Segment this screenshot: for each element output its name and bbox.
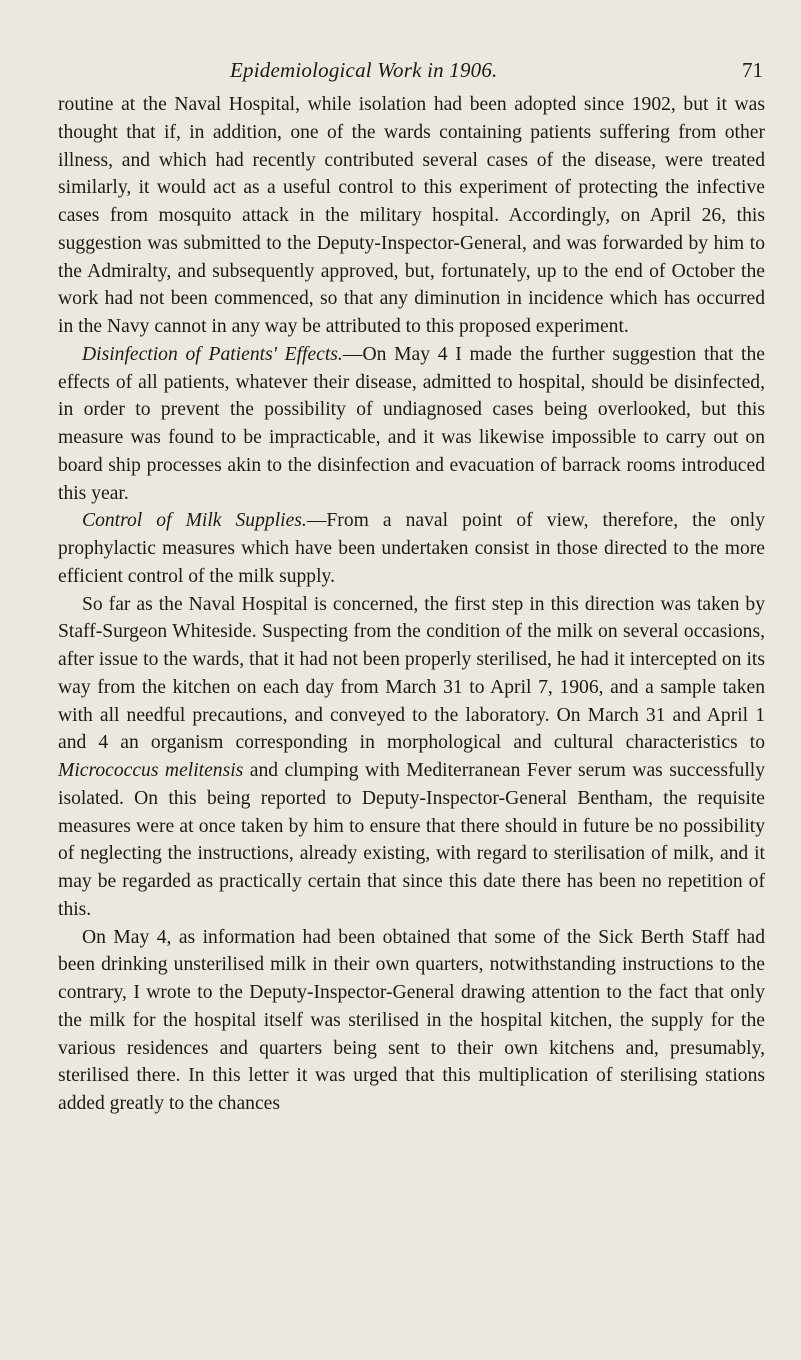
paragraph-disinfection: [58, 341, 765, 508]
paragraph-text: routine at the Naval Hospital, while isolation had been adopted since 1902, but it was thought that if, in addition, one of the wards containing patients suffering from other illness, and which had recently contributed several cases of the disease, were treated similarly, it would act as a useful control to this experiment of protecting the infective cases from mosquito attack in the military hospital. Accordingly, on April 26, this suggestion was submitted to the Deputy-Inspector-General, and was forwarded by him to the Admiralty, and subsequently approved, but, fortunately, up to the end of October the work had not been commenced, so that any diminution in incidence which has occurred in the Navy cannot in any way be attributed to this proposed experiment.: [58, 94, 765, 337]
paragraph-text: —On May 4 I made the further suggestion that the effects of all patients, whatever their disease, admitted to hospital, should be disinfected, in order to prevent the possibility of undiagnosed cases being overlooked, but this measure was found to be impracticable, and it was likewise impossible to carry out on board ship processes akin to the disinfection and evacuation of barrack rooms introduced this year.: [58, 343, 765, 504]
paragraph-text-after: and clumping with Mediterranean Fever serum was successfully isolated. On this being reported to Deputy-Inspector-General Bentham, the requisite measures were at once taken by him to ensure that there should in future be no possibility of neglecting the instructions, already existing, with regard to sterilisation of milk, and it may be regarded as practically certain that since this date there has been no repetition of this.: [58, 760, 766, 920]
paragraph-text: On May 4, as information had been obtained that some of the Sick Berth Staff had been drinking unsterilised milk in their own quarters, notwithstanding instructions to the contrary, I wrote to the Deputy-Inspector-General drawing attention to the fact that only the milk for the hospital itself was sterilised in the hospital kitchen, the supply for the various residences and quarters being sent to their own kitchens and, presumably, sterilised there. In this letter it was urged that this multiplication of sterilising stations added greatly to the chances: [58, 926, 765, 1114]
page-number: 71: [742, 58, 763, 82]
section-heading-disinfection: Disinfection of Patients' Effects.: [82, 343, 343, 365]
paragraph-milk-control: [58, 507, 765, 590]
paragraph-sick-berth-staff: [58, 924, 765, 1118]
running-head-title: Epidemiological Work in 1906.: [230, 58, 498, 82]
paragraph-continuation: [58, 91, 765, 341]
section-heading-milk-supplies: Control of Milk Supplies.: [82, 510, 307, 532]
body-text: [58, 91, 765, 1118]
running-head: [58, 58, 765, 88]
species-name: Micrococcus melitensis: [58, 760, 244, 781]
paragraph-naval-hospital: [58, 591, 765, 924]
paragraph-text: —From a naval point of view, therefore, the only prophylactic measures which have been undertaken consist in those directed to the more efficient control of the milk supply.: [58, 510, 765, 587]
paragraph-text-before: So far as the Naval Hospital is concerned, the first step in this direction was taken by Staff-Surgeon Whiteside. Suspecting from the condition of the milk on several occasions, after issue to the wards, that it had not been properly sterilised, he had it intercepted on its way from the kitchen on each day from March 31 to April 7, 1906, and a sample taken with all needful precautions, and conveyed to the laboratory. On March 31 and April 1 and 4 an organism corresponding in morphological and cultural characteristics to: [58, 593, 765, 754]
